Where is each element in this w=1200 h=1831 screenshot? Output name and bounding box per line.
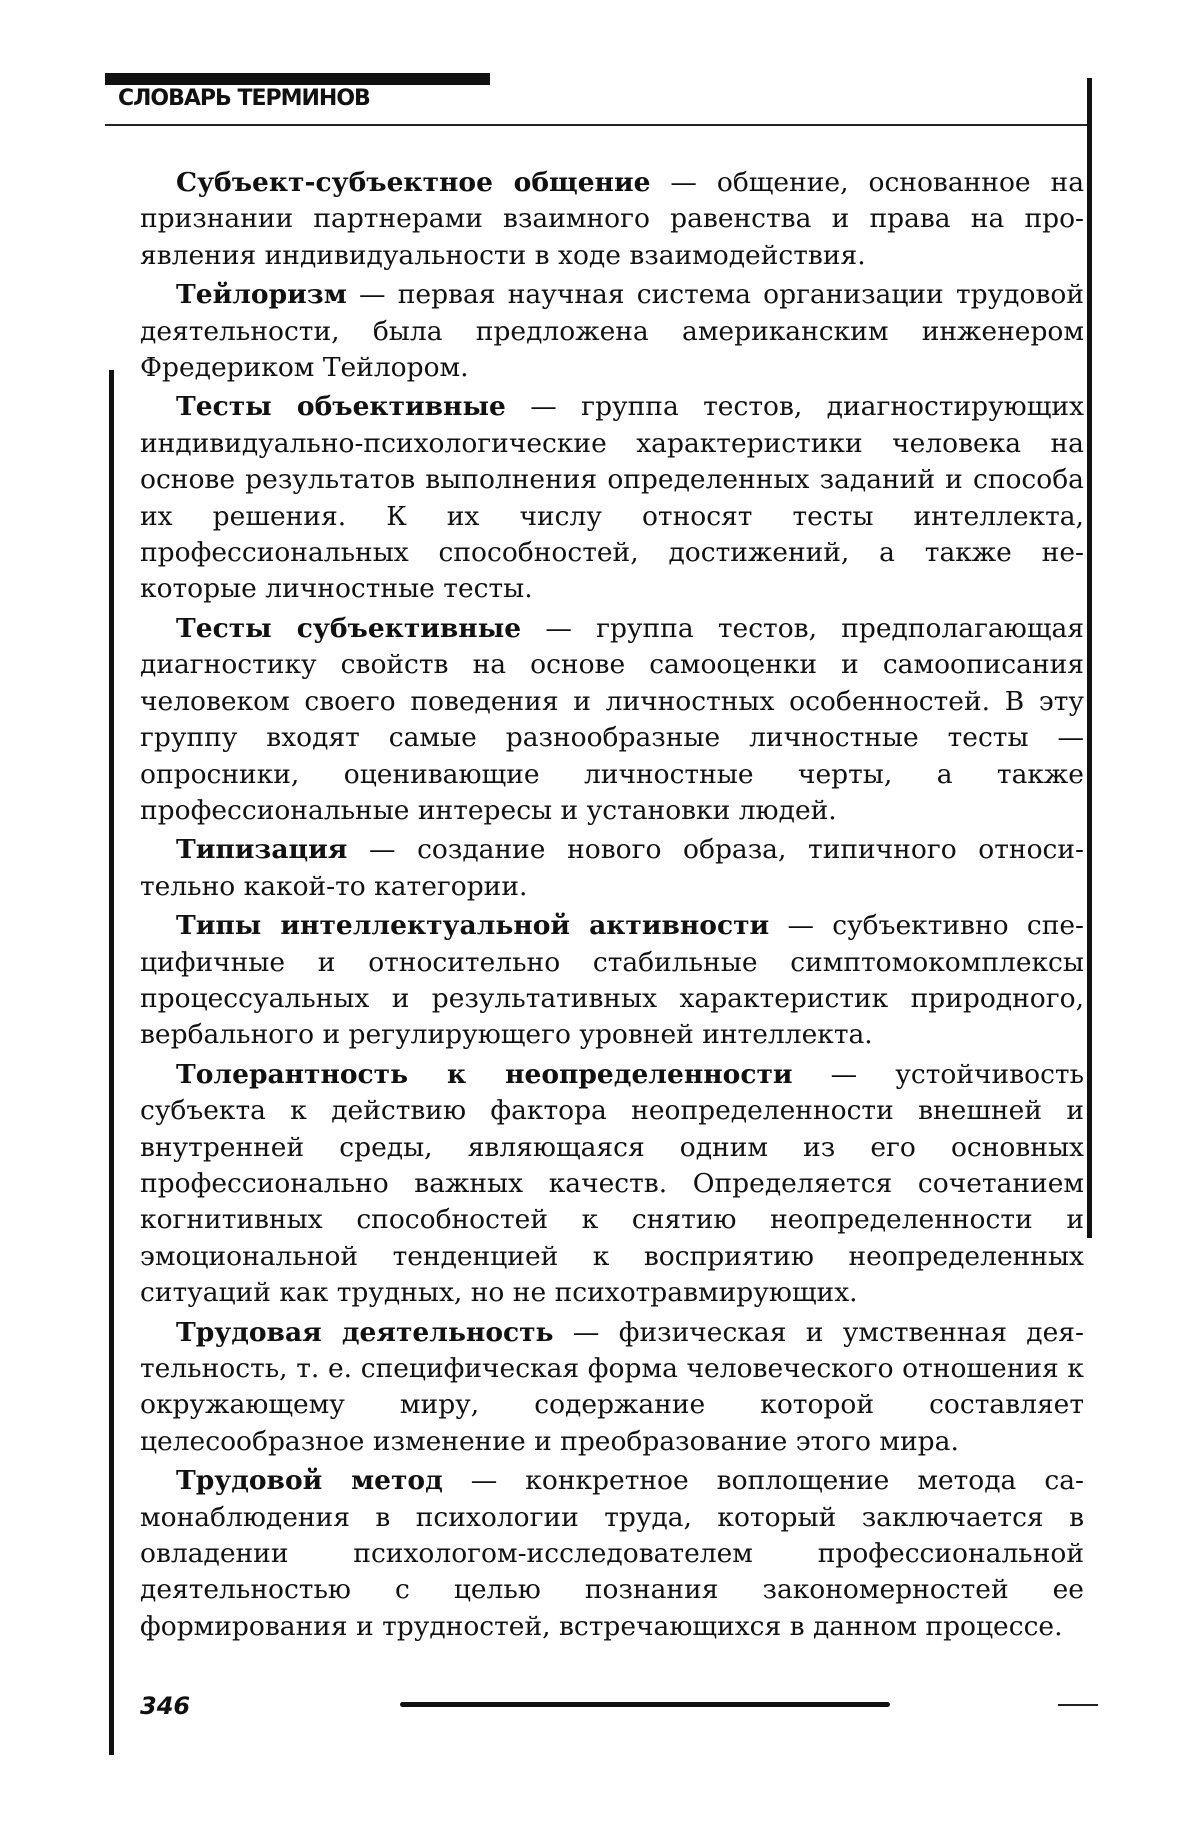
entry-subjective-tests [140,611,1084,829]
entry-definition: — первая научная система организации трудовой деятельности, была предложена американским инженером Фредериком Тейлором. [140,279,1084,384]
running-header: СЛОВАРЬ ТЕРМИНОВ [118,86,370,111]
entry-term: Типизация [176,834,348,866]
entry-labor-method [140,1463,1084,1645]
entry-term: Трудовой метод [176,1465,443,1497]
header-bar [105,73,490,85]
page-number: 346 [140,1692,191,1720]
entry-definition: — группа тестов, диагностирующих индивидуально-психологические характеристики человека на основе результатов выполнения определенных заданий и способа их решения. К их числу относят тесты интеллекта, профессиональных способностей, достижений, а также некоторые личностные тесты. [140,391,1084,605]
entry-definition: — устойчивость субъекта к действию фактора неопределенности внешней и внутренней среды, являющаяся одним из его основных профессионально важных качеств. Определяется сочетанием когнитивных способностей к снятию неопределенности и эмоциональной тенденцией к восприятию неопределенных ситуаций как трудных, но не психотравмирующих. [140,1058,1085,1309]
entry-labor-activity [140,1315,1084,1461]
scan-edge-left [109,370,114,1755]
entry-term: Трудовая деятельность [176,1316,554,1348]
entry-intellectual-activity-types [140,908,1084,1054]
entry-objective-tests [140,389,1084,607]
entry-subject-subject-communication [140,165,1084,274]
scan-edge-right [1087,78,1092,1238]
footer-rule [400,1702,890,1707]
entry-definition: — общение, основанное на признании партнерами взаимного равенства и права на проявления индивидуальности в ходе взаимодействия. [140,167,1084,271]
entry-definition: — группа тестов, предполагающая диагностику свойств на основе самооценки и самоописания человеком своего поведения и личностных особенностей. В эту группу входят самые разнообразные личностные тесты — опросники, оценивающие личностные черты, а также профессиональные интересы и установки людей. [140,612,1084,826]
entry-definition: — субъективно специфичные и относительно стабильные симптомокомплексы процессуальных и результативных характеристик природного, вербального и регулирующего уровней интеллекта. [140,910,1085,1051]
entry-term: Тейлоризм [176,279,347,311]
entry-term: Толерантность к неопределенности [176,1058,793,1090]
entry-taylorism [140,277,1084,386]
entry-term: Субъект-субъектное общение [176,167,651,198]
header-rule [105,124,1090,126]
entry-term: Типы интеллектуальной активности [176,910,770,942]
dictionary-entries [140,165,1084,1648]
footer-dash [1058,1704,1098,1706]
entry-term: Тесты субъективные [176,612,522,644]
entry-uncertainty-tolerance [140,1057,1084,1312]
entry-definition: — конкретное воплощение метода самонаблюдения в психологии труда, который заключается в овладении психологом-исследователем профессиональной деятельностью с целью познания закономерностей ее формирования и трудностей, встречающихся в данном процессе. [140,1465,1084,1642]
entry-typification [140,832,1084,905]
entry-term: Тесты объективные [176,391,506,423]
entry-definition: — физическая и умственная деятельность, т. е. специфическая форма человеческого отношения к окружающему миру, содержание которой составляет целесообразное изменение и преобразование этого мира. [140,1316,1084,1457]
entry-definition: — создание нового образа, типичного относительно какой-то категории. [140,834,1084,902]
